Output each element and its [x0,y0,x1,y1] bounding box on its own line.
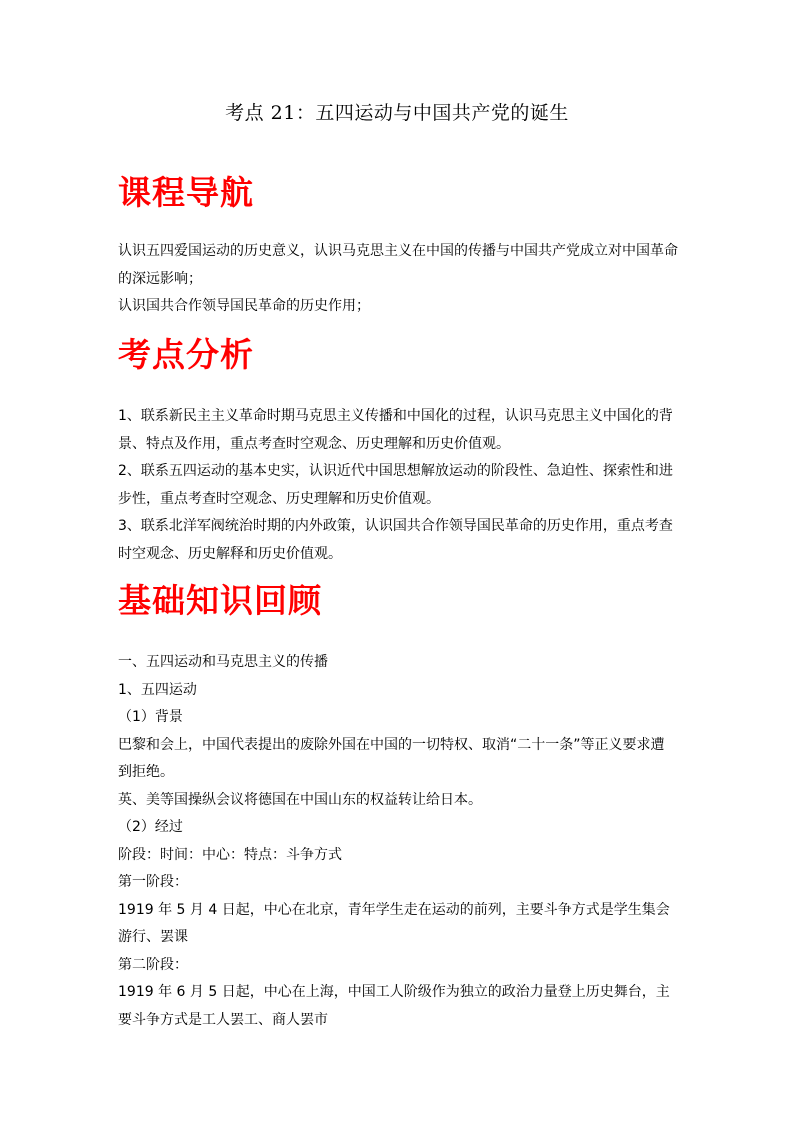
review-line: 阶段：时间：中心：特点：斗争方式 [118,846,342,863]
course-guide-body [118,238,678,321]
paragraph: 认识五四爱国运动的历史意义，认识马克思主义在中国的传播与中国共产党成立对中国革命的深远影响； [118,243,678,287]
review-line: （1）背景 [118,709,183,725]
section-heading-course-guide: 课程导航 [118,173,254,212]
paragraph: 2、联系五四运动的基本史实，认识近代中国思想解放运动的阶段性、急迫性、探索性和进步性，重点考查时空观念、历史理解和历史价值观。 [118,463,673,507]
review-line: 1919 年 6 月 5 日起，中心在上海，中国工人阶级作为独立的政治力量登上历史舞台，主要斗争方式是工人罢工、商人罢市 [118,984,670,1028]
review-line: （2）经过 [118,819,183,835]
review-line: 英、美等国操纵会议将德国在中国山东的权益转让给日本。 [118,791,482,808]
section-heading-exam-analysis: 考点分析 [118,335,254,374]
exam-analysis-body [118,403,678,568]
basic-review-body [118,649,678,1034]
review-line: 一、五四运动和马克思主义的传播 [118,654,328,670]
review-line: 1919 年 5 月 4 日起，中心在北京，青年学生走在运动的前列，主要斗争方式是学生集会游行、罢课 [118,901,670,945]
review-line: 第二阶段： [118,956,188,973]
paragraph: 3、联系北洋军阀统治时期的内外政策，认识国共合作领导国民革命的历史作用，重点考查时空观念、历史解释和历史价值观。 [118,518,673,562]
review-line: 巴黎和会上，中国代表提出的废除外国在中国的一切特权、取消“二十一条”等正义要求遭到拒绝。 [118,736,665,780]
document-title: 考点 21：五四运动与中国共产党的诞生 [225,102,569,124]
review-line: 第一阶段： [118,874,188,890]
section-heading-basic-review: 基础知识回顾 [118,581,322,620]
paragraph: 1、联系新民主主义革命时期马克思主义传播和中国化的过程，认识马克思主义中国化的背景、特点及作用，重点考查时空观念、历史理解和历史价值观。 [118,408,673,452]
paragraph: 认识国共合作领导国民革命的历史作用； [118,298,370,314]
review-line: 1、五四运动 [118,681,197,698]
